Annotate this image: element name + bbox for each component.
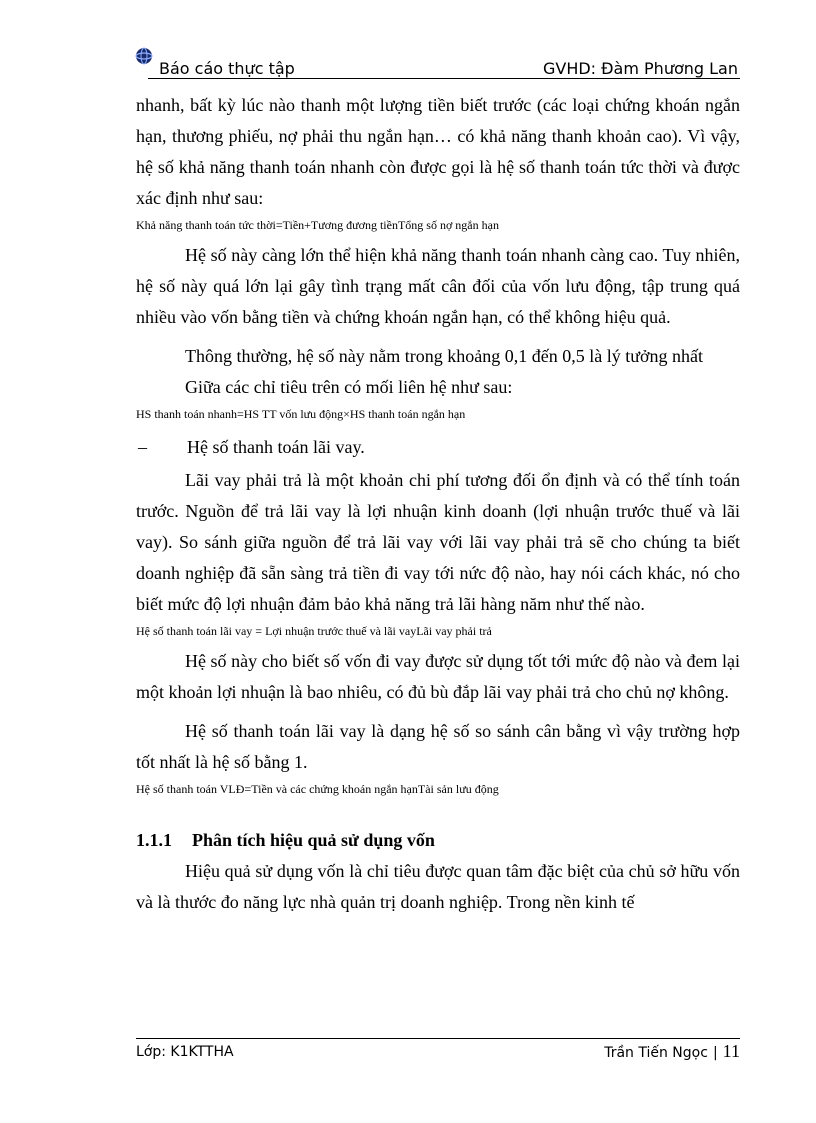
header-supervisor: GVHD: Đàm Phương Lan xyxy=(542,59,738,78)
paragraph-6: Hệ số này cho biết số vốn đi vay được sử dụng tốt tới mức độ nào và đem lại một khoản lợi nhuận là bao nhiêu, có đủ bù đắp lãi vay phải trả cho chủ nợ không. xyxy=(136,651,740,702)
footer-author-page xyxy=(604,1041,740,1062)
page-header xyxy=(148,58,740,79)
formula-quick-ratio: HS thanh toán nhanh=HS TT vốn lưu động×HS thanh toán ngắn hạn xyxy=(136,407,466,421)
page-footer xyxy=(136,1038,740,1063)
paragraph-7: Hệ số thanh toán lãi vay là dạng hệ số so sánh cân bằng vì vậy trường hợp tốt nhất là hệ số bằng 1. xyxy=(136,721,740,772)
bullet-item xyxy=(136,432,740,463)
section-heading xyxy=(136,825,740,856)
bullet-dash: – xyxy=(138,437,147,457)
section-number: 1.1.1 xyxy=(136,830,172,850)
footer-class: Lớp: K1KTTHA xyxy=(136,1044,234,1060)
paragraph-2: Hệ số này càng lớn thể hiện khả năng thanh toán nhanh càng cao. Tuy nhiên, hệ số này quá lớn lại gây tình trạng mất cân đối của vốn lưu động, tập trung quá nhiều vào vốn bằng tiền và chứng khoán ngắn hạn, có thể không hiệu quả. xyxy=(136,245,740,327)
formula-instant-liquidity: Khả năng thanh toán tức thời=Tiền+Tương đương tiềnTổng số nợ ngắn hạn xyxy=(136,218,499,232)
page-body xyxy=(136,90,740,918)
paragraph-8: Hiệu quả sử dụng vốn là chỉ tiêu được quan tâm đặc biệt của chủ sở hữu vốn và là thước đo năng lực nhà quản trị doanh nghiệp. Trong nền kinh tế xyxy=(136,861,740,912)
header-title: Báo cáo thực tập xyxy=(159,59,295,78)
paragraph-3: Thông thường, hệ số này nằm trong khoảng 0,1 đến 0,5 là lý tưởng nhất xyxy=(185,346,703,366)
paragraph-4: Giữa các chỉ tiêu trên có mối liên hệ như sau: xyxy=(185,377,513,397)
paragraph-1: nhanh, bất kỳ lúc nào thanh một lượng tiền biết trước (các loại chứng khoán ngắn hạn, thương phiếu, nợ phải thu ngắn hạn… có khả năng thanh khoản cao). Vì vậy, hệ số khả năng thanh toán nhanh còn được gọi là hệ số thanh toán tức thời và được xác định như sau: xyxy=(136,95,740,208)
bullet-text: Hệ số thanh toán lãi vay. xyxy=(187,437,365,457)
section-title: Phân tích hiệu quả sử dụng vốn xyxy=(192,830,435,850)
footer-author: Trần Tiến Ngọc xyxy=(604,1045,708,1061)
page-number: 11 xyxy=(722,1041,740,1061)
paragraph-5: Lãi vay phải trả là một khoản chi phí tương đối ổn định và có thể tính toán trước. Nguồn để trả lãi vay là lợi nhuận kinh doanh (lợi nhuận trước thuế và lãi vay). So sánh giữa nguồn để trả lãi vay với lãi vay phải trả sẽ cho chúng ta biết doanh nghiệp đã sẵn sàng trả tiền đi vay tới nức độ nào, hay nói cách khác, nó cho biết mức độ lợi nhuận đảm bảo khả năng trả lãi hàng năm như thế nào. xyxy=(136,470,740,614)
formula-working-capital: Hệ số thanh toán VLĐ=Tiền và các chứng khoán ngắn hạnTài sản lưu động xyxy=(136,782,499,796)
formula-interest-coverage: Hệ số thanh toán lãi vay = Lợi nhuận trước thuế và lãi vayLãi vay phải trả xyxy=(136,624,492,638)
footer-separator: | xyxy=(712,1045,718,1061)
